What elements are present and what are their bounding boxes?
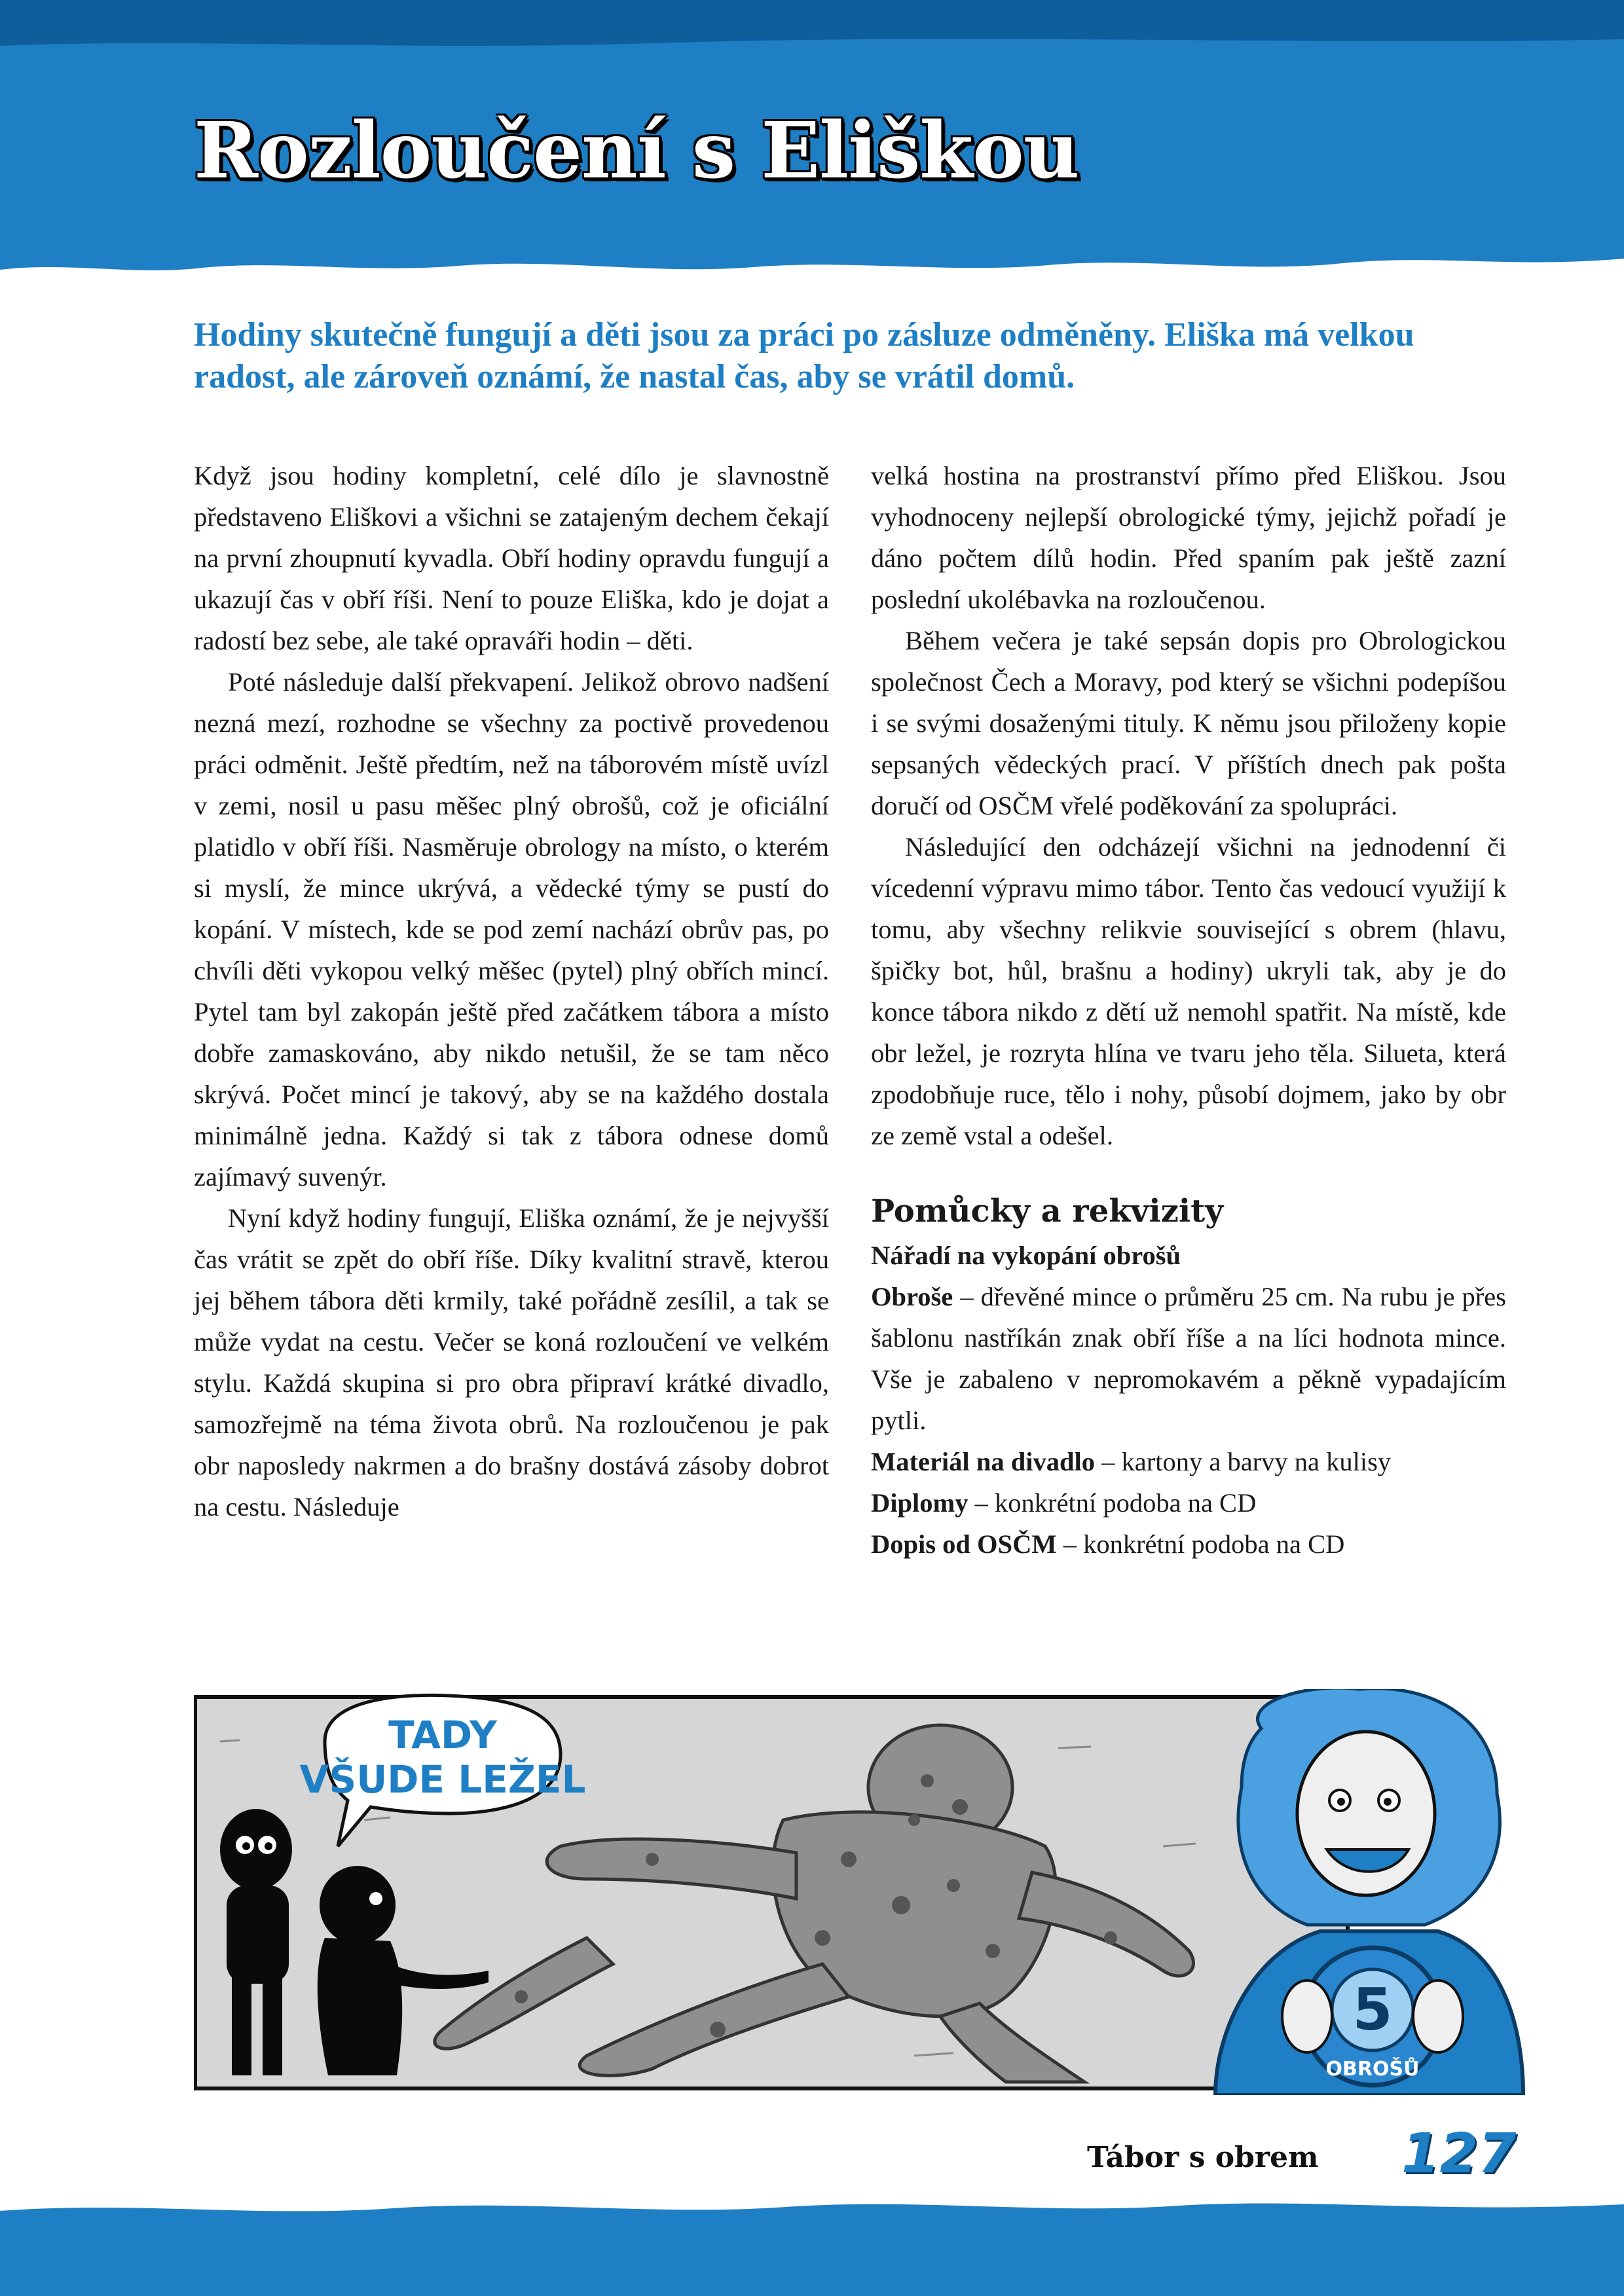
tools-subheading: Nářadí na vykopání obrošů <box>871 1241 1181 1270</box>
tools-item: Materiál na divadlo – kartony a barvy na kulisy <box>871 1447 1392 1476</box>
tools-item: Obroše – dřevěné mince o průměru 25 cm. Na rubu je přes šablonu nastříkán znak obří říše a na líci hodnota mince. Vše je zabaleno v nepromokavém a pěkně vypadajícím pytli. <box>871 1282 1506 1435</box>
tools-heading: Pomůcky a rekvizity <box>871 1193 1224 1230</box>
left-column <box>194 455 829 1527</box>
svg-text:OBROŠŮ: OBROŠŮ <box>1325 2058 1420 2081</box>
svg-text:5: 5 <box>1352 1976 1393 2043</box>
tools-item-term: Dopis od OSČM <box>871 1529 1057 1559</box>
tools-item: Diplomy – konkrétní podoba na CD <box>871 1488 1257 1518</box>
cartoon-illustration <box>194 1689 1530 2095</box>
tools-item-term: Obroše <box>871 1282 953 1311</box>
footer-band <box>0 2165 1624 2296</box>
body-paragraph: Poté následuje další překvapení. Jelikož obrovo nadšení nezná mezí, rozhodne se všechny za poctivě provedenou práci odměnit. Ještě předtím, než na táborovém místě uvízl v zemi, nosil u pasu měšec plný obrošů, což je oficiální platidlo v obří říši. Nasměruje obrology na místo, o kterém si myslí, že mince ukrývá, a vědecké týmy se pustí do kopání. V místech, kde se pod zemí nachází obrův pas, po chvíli děti vykopou velký měšec (pytel) plný obřích mincí. Pytel tam byl zakopán ještě před začátkem tábora a místo dobře zamaskováno, aby nikdo netušil, že se tam něco skrývá. Počet mincí je takový, aby se na každého dostala minimálně jedna. Každý si tak z tábora odnese domů zajímavý suvenýr. <box>194 667 829 1192</box>
body-paragraph: Když jsou hodiny kompletní, celé dílo je slavnostně představeno Eliškovi a všichni se zatajeným dechem čekají na první zhoupnutí kyvadla. Obří hodiny opravdu fungují a ukazují čas v obří říši. Není to pouze Eliška, kdo je dojat a radostí bez sebe, ale také opraváři hodin – děti. <box>194 461 829 655</box>
lead-paragraph: Hodiny skutečně fungují a děti jsou za práci po zásluze odměněny. Eliška má velkou radost, ale zároveň oznámí, že nastal čas, aby se vrátil domů. <box>194 316 1414 395</box>
body-paragraph: Následující den odcházejí všichni na jednodenní či vícedenní výpravu mimo tábor. Tento čas vedoucí využijí k tomu, aby všechny relikvie související s obrem (hlavu, špičky bot, hůl, brašnu a hodiny) ukryli tak, aby je do konce tábora nikdo z dětí už nemohl spatřit. Na místě, kde obr ležel, je rozryta hlína ve tvaru jeho těla. Silueta, která zpodobňuje ruce, tělo i nohy, působí dojmem, jako by obr ze země vstal a odešel. <box>871 832 1506 1150</box>
body-paragraph: velká hostina na prostranství přímo před Eliškou. Jsou vyhodnoceny nejlepší obrologické týmy, jejichž pořadí je dáno počtem dílů hodin. Před spaním pak ještě zazní poslední ukolébavka na rozloučenou. <box>871 461 1506 614</box>
body-paragraph: Nyní když hodiny fungují, Eliška oznámí, že je nejvyšší čas vrátit se zpět do obří říše. Díky kvalitní stravě, kterou jej během tábora děti krmily, také pořádně zesílil, a tak se může vydat na cestu. Večer se koná rozloučení ve velkém stylu. Každá skupina si pro obra připraví krátké divadlo, samozřejmě na téma života obrů. Na rozloučenou je pak obr naposledy nakrmen a do brašny dostává zásoby dobrot na cestu. Následuje <box>194 1203 829 1522</box>
tools-item: Dopis od OSČM – konkrétní podoba na CD <box>871 1529 1345 1559</box>
tools-item-term: Diplomy <box>871 1488 969 1518</box>
right-column <box>871 455 1506 1565</box>
svg-text:VŠUDE LEŽEL: VŠUDE LEŽEL <box>299 1757 586 1802</box>
eliska-character <box>1215 1689 1523 2095</box>
svg-text:TADY: TADY <box>388 1713 497 1757</box>
page-title: Rozloučení s Eliškou <box>194 105 1079 196</box>
body-paragraph: Během večera je také sepsán dopis pro Obrologickou společnost Čech a Moravy, pod který se všichni podepíšou i se svými dosaženými tituly. K němu jsou přiloženy kopie sepsaných vědeckých prací. V příštích dnech pak pošta doručí od OSČM vřelé poděkování za spolupráci. <box>871 626 1506 820</box>
page-number: 127 <box>1401 2121 1517 2185</box>
tools-item-term: Materiál na divadlo <box>871 1447 1095 1476</box>
book-title: Tábor s obrem <box>1087 2141 1319 2174</box>
